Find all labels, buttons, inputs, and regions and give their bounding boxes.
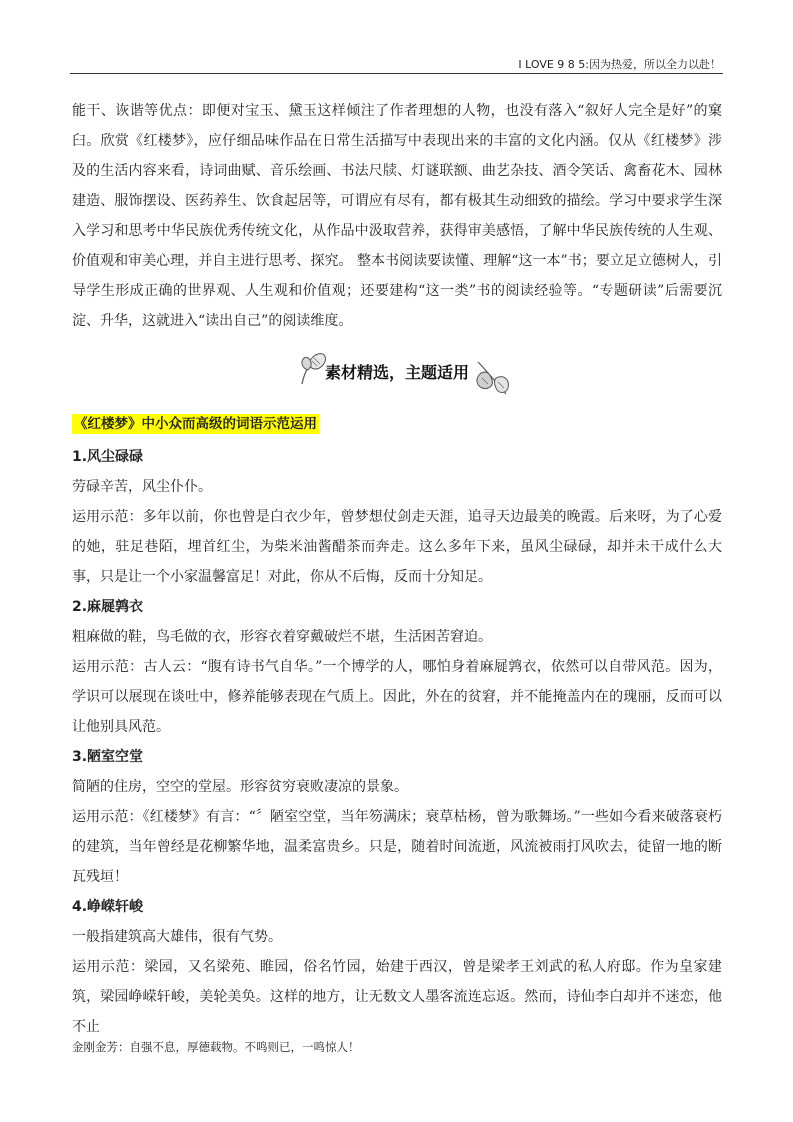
leaf-decoration-icon xyxy=(474,356,512,398)
footer-motto: 金刚金芳：自强不息，厚德载物。不鸣则已，一鸣惊人！ xyxy=(72,1040,360,1054)
section-banner xyxy=(72,346,722,404)
main-content xyxy=(72,96,722,1042)
term-meaning: 一般指建筑高大雄伟，很有气势。 xyxy=(72,929,282,945)
term-example: 运用示范：古人云：“腹有诗书气自华。”一个博学的人，哪怕身着麻屣鹑衣，依然可以自带风范。因为，学识可以展现在谈吐中，修养能够表现在气质上。因此，外在的贫窘，并不能掩盖内在的瑰丽，反而可以让他别具风范。 xyxy=(72,659,722,735)
term-entry xyxy=(72,592,722,742)
banner-title: 素材精选，主题适用 xyxy=(324,363,469,382)
header-slogan: I LOVE 9 8 5:因为热爱，所以全力以赴！ xyxy=(518,58,721,71)
term-entry xyxy=(72,892,722,1042)
term-heading: 3.陋室空堂 xyxy=(72,749,144,765)
term-meaning: 简陋的住房，空空的堂屋。形容贫穷衰败凄凉的景象。 xyxy=(72,779,408,795)
term-heading: 2.麻屣鹑衣 xyxy=(72,599,144,615)
term-example: 运用示范：梁园，又名梁苑、睢园，俗名竹园，始建于西汉，曾是梁孝王刘武的私人府邸。作为皇家建筑，梁园峥嵘轩峻，美轮美奂。这样的地方，让无数文人墨客流连忘返。然而，诗仙李白却并不迷恋，他不止 xyxy=(72,959,722,1035)
section-title: 《红楼梦》中小众而高级的词语示范运用 xyxy=(74,416,317,432)
header-divider xyxy=(70,73,723,74)
term-heading: 4.峥嵘轩峻 xyxy=(72,899,144,915)
term-entry xyxy=(72,442,722,592)
term-example: 运用示范：多年以前，你也曾是白衣少年，曾梦想仗剑走天涯，追寻天边最美的晚霞。后来呀，为了心爱的她，驻足巷陌，埋首红尘，为柴米油酱醋茶而奔走。这么多年下来，虽风尘碌碌，却并未干成什么大事，只是让一个小家温馨富足！对此，你从不后悔，反而十分知足。 xyxy=(72,509,722,585)
term-meaning: 劳碌辛苦，风尘仆仆。 xyxy=(72,479,212,495)
term-example: 运用示范：《红楼梦》有言：“〞陋室空堂，当年笏满床；衰草枯杨，曾为歌舞场。”一些如今看来破落衰朽的建筑，当年曾经是花柳繁华地，温柔富贵乡。只是，随着时间流逝，风流被雨打风吹去，徒留一地的断瓦残垣！ xyxy=(72,809,722,885)
term-heading: 1.风尘碌碌 xyxy=(72,449,144,465)
term-meaning: 粗麻做的鞋，鸟毛做的衣，形容衣着穿戴破烂不堪，生活困苦窘迫。 xyxy=(72,629,492,645)
term-entry xyxy=(72,742,722,892)
intro-paragraph: 能干、诙谐等优点：即便对宝玉、黛玉这样倾注了作者理想的人物，也没有落入“叙好人完全是好”的窠臼。欣赏《红楼梦》，应仔细品味作品在日常生活描写中表现出来的丰富的文化内涵。仅从《红楼梦》涉及的生活内容来看，诗词曲赋、音乐绘画、书法尺牍、灯谜联额、曲艺杂技、酒令笑话、禽畜花木、园林建造、服饰摆设、医药养生、饮食起居等，可谓应有尽有，都有极其生动细致的描绘。学习中要求学生深入学习和思考中华民族优秀传统文化，从作品中汲取营养，获得审美感悟，了解中华民族传统的人生观、价值观和审美心理，并自主进行思考、探究。 整本书阅读要读懂、理解“这一本”书；要立足立德树人，引导学生形成正确的世界观、人生观和价值观；还要建构“这一类”书的阅读经验等。“专题研读”后需要沉淀、升华，这就进入“读出自己”的阅读维度。 xyxy=(72,103,722,329)
